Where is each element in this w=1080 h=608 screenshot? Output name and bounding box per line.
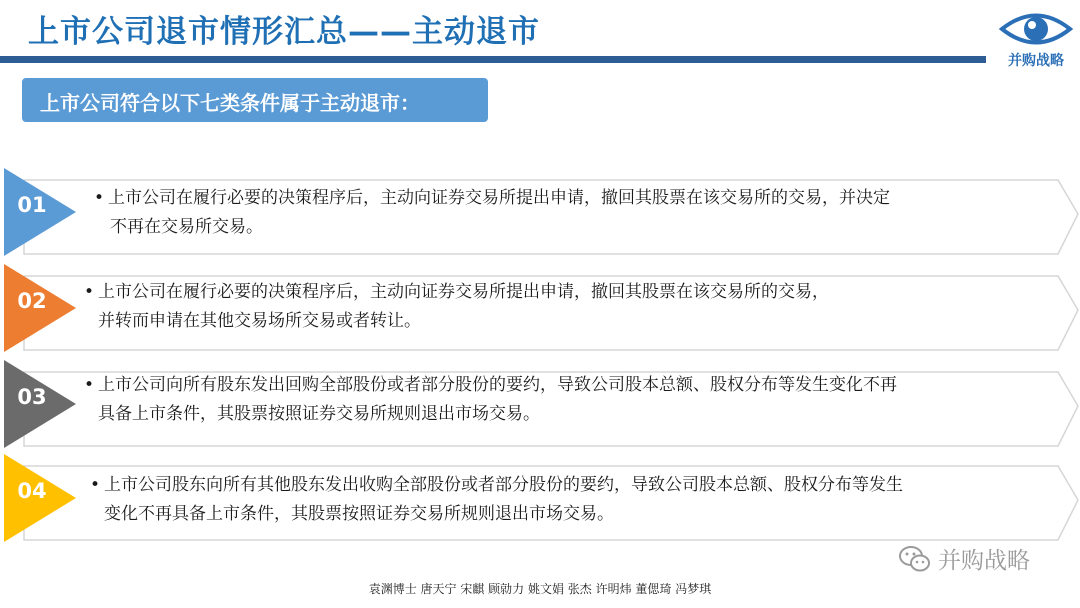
- item-number: 04: [17, 479, 47, 503]
- title-underline: [0, 56, 986, 63]
- bullet-icon: •: [84, 375, 95, 395]
- eye-icon: [996, 6, 1076, 50]
- footer-authors: 袁渊博士 唐天宁 宋麒 顾勍力 姚文娟 张杰 许明炜 董偲琦 冯梦琪: [368, 582, 712, 596]
- item-number: 02: [17, 289, 47, 313]
- item-text-line2: 不再在交易所交易。: [110, 216, 263, 237]
- subtitle-text: 上市公司符合以下七类条件属于主动退市：: [40, 91, 420, 115]
- logo-text: 并购战略: [1008, 53, 1064, 69]
- item-text-line1: 上市公司向所有股东发出回购全部股份或者部分股份的要约，导致公司股本总额、股权分布等发生变化不再: [98, 375, 897, 395]
- item-number: 01: [17, 193, 47, 217]
- item-text-line2: 变化不再具备上市条件，其股票按照证券交易所规则退出市场交易。: [104, 503, 614, 524]
- item-text-line2: 具备上市条件，其股票按照证券交易所规则退出市场交易。: [98, 403, 540, 424]
- brand-logo: [996, 6, 1076, 72]
- item-text-line1: 上市公司股东向所有其他股东发出收购全部股份或者部分股份的要约，导致公司股本总额、股权分布等发生: [104, 475, 903, 495]
- item-text-line1: 上市公司在履行必要的决策程序后，主动向证券交易所提出申请，撤回其股票在该交易所的交易，并决定: [108, 188, 890, 208]
- bullet-icon: •: [94, 188, 105, 208]
- wechat-icon: [898, 544, 932, 574]
- item-text-line2: 并转而申请在其他交易场所交易或者转让。: [98, 310, 421, 331]
- page-title: 上市公司退市情形汇总——主动退市: [28, 14, 540, 50]
- item-number: 03: [17, 385, 47, 409]
- bullet-icon: •: [90, 475, 101, 495]
- item-text-line1: 上市公司在履行必要的决策程序后，主动向证券交易所提出申请，撤回其股票在该交易所的交易，: [98, 282, 829, 302]
- list-item: [0, 358, 1080, 448]
- list-item: [0, 262, 1080, 352]
- list-item: [0, 452, 1080, 542]
- bullet-icon: •: [84, 282, 95, 302]
- list-item: [0, 166, 1080, 256]
- watermark-text: 并购战略: [938, 548, 1030, 574]
- subtitle-banner: [22, 78, 488, 122]
